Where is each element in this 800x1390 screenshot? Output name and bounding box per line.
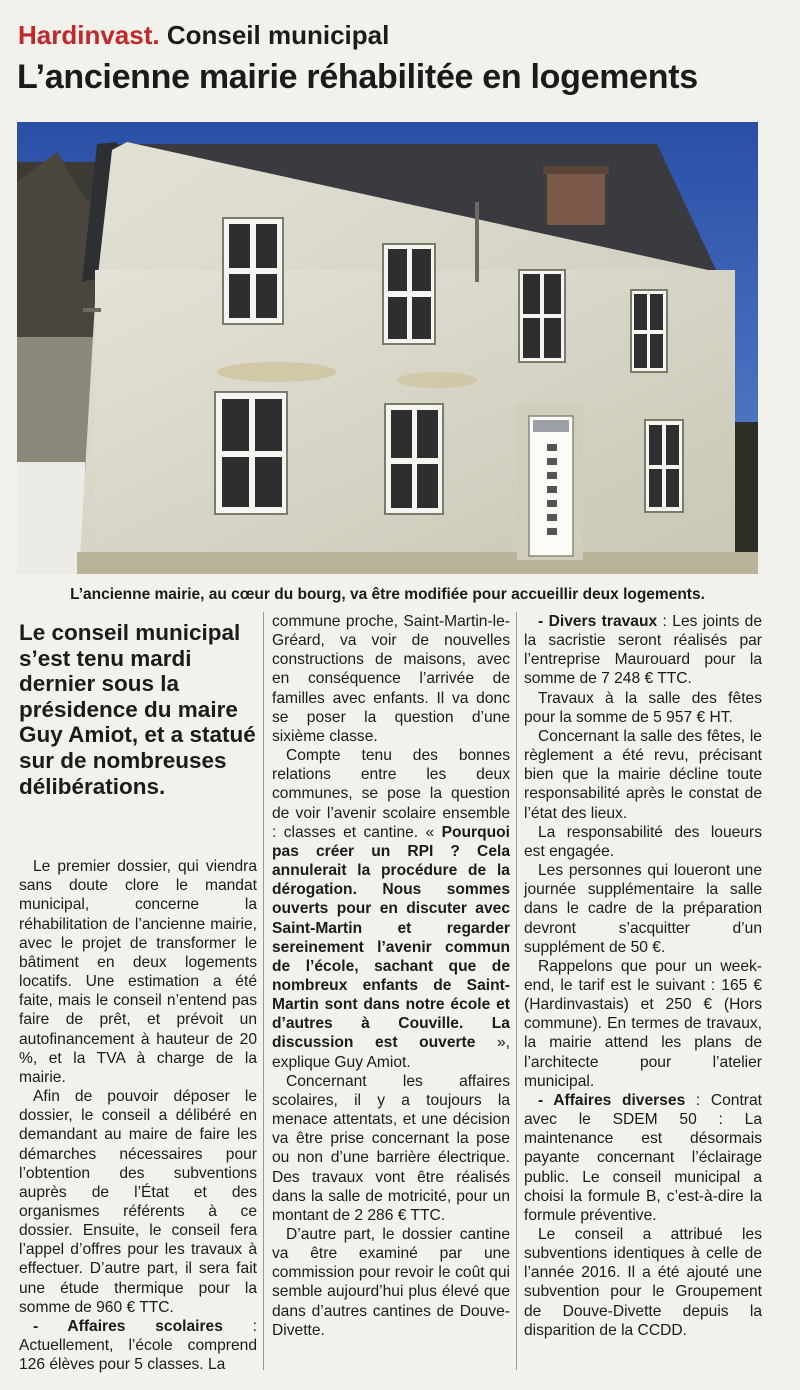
quote: Pourquoi pas créer un RPI ? Cela annulerait la procédure de la dérogation. Nous sommes ouverts pour en discuter avec Saint-Martin et regarder sereinement l’avenir commun de l’école, sachant que de nombreux enfants de Saint-Martin sont dans notre école et d’autres à Couville. La discussion est ouverte	[272, 823, 511, 1052]
column-2	[272, 612, 510, 1340]
article-kicker	[18, 20, 389, 51]
column-1	[19, 612, 257, 1374]
photo-caption: L’ancienne mairie, au cœur du bourg, va être modifiée pour accueillir deux logements.	[70, 586, 705, 603]
paragraph: Travaux à la salle des fêtes pour la somme de 5 957 € HT.	[524, 689, 762, 726]
town-name: Hardinvast.	[18, 20, 160, 50]
column-divider	[516, 612, 517, 1370]
paragraph: commune proche, Saint-Martin-le-Gréard, va voir de nouvelles constructions de maisons, avec en conséquence l’arrivée de familles avec enfants. Il va donc se poser la question d’une sixième classe.	[272, 613, 510, 745]
subhead-affaires-scolaires: - Affaires scolaires	[33, 1317, 223, 1335]
paragraph: - Affaires diverses : Contrat avec le SDEM 50 : La maintenance est désormais payante concernant l’éclairage public. Le conseil municipal a choisi la formule B, c’est-à-dire la formule préventive.	[524, 1091, 762, 1224]
paragraph: Rappelons que pour un week-end, le tarif est le suivant : 165 € (Hardinvastais) et 250 € (Hors commune). En termes de travaux, la mairie attend les plans de l’architecte pour l’atelier municipal.	[524, 957, 762, 1090]
headline: L’ancienne mairie réhabilitée en logements	[17, 58, 698, 96]
paragraph: Concernant les affaires scolaires, il y a toujours la menace attentats, et une décision va être prise concernant la pose ou non d’une barrière électrique. Des travaux vont être réalisés dans la salle de motricité, pour un montant de 2 286 € TTC.	[272, 1072, 510, 1224]
subhead-divers-travaux: - Divers travaux	[538, 613, 658, 630]
paragraph: La responsabilité des loueurs est engagée.	[524, 823, 762, 860]
article-chapo: Le conseil municipal s’est tenu mardi dernier sous la présidence du maire Guy Amiot, et a statué sur de nombreuses délibérations.	[19, 620, 256, 799]
paragraph: Le premier dossier, qui viendra sans doute clore le mandat municipal, concerne la réhabilitation de l’ancienne mairie, avec le projet de transformer le bâtiment en deux logements locatifs. Une estimation a été faite, mais le conseil n’entend pas faire de prêt, et prévoit un autofinancement à hauteur de 20 %, et la TVA à charge de la mairie.	[19, 858, 257, 1086]
paragraph: - Affaires scolaires : Actuellement, l’école comprend 126 élèves pour 5 classes. La	[19, 1317, 257, 1374]
paragraph: D’autre part, le dossier cantine va être examiné par une commission pour revoir le coût qui semble aujourd’hui plus élevé que dans d’autres cantines de Douve-Divette.	[272, 1226, 510, 1339]
section-name: Conseil municipal	[166, 20, 390, 50]
paragraph: Les personnes qui loueront une journée supplémentaire la salle dans le cadre de la préparation devront s’acquitter d’un supplément de 50 €.	[524, 862, 762, 956]
subhead-affaires-diverses: - Affaires diverses	[538, 1091, 686, 1109]
article-photo	[17, 122, 758, 574]
paragraph: Afin de pouvoir déposer le dossier, le conseil a délibéré en demandant au maire de faire les démarches nécessaires pour l’obtention des subventions auprès de l’État et des organismes référents à ce dossier. Ensuite, le conseil fera l’appel d’offres pour les travaux à effectuer. D’autre part, il sera fait une étude thermique pour la somme de 960 € TTC.	[19, 1088, 257, 1316]
paragraph: Compte tenu des bonnes relations entre les deux communes, se pose la question de voir l’avenir scolaire ensemble : classes et cantine. « Pourquoi pas créer un RPI ? Cela annulerait la procédure de la dérogation. Nous sommes ouverts pour en discuter avec Saint-Martin et regarder sereinement l’avenir commun de l’école, sachant que de nombreux enfants de Saint-Martin sont dans notre école et d’autres à Couville. La discussion est ouverte », explique Guy Amiot.	[272, 747, 511, 1071]
paragraph: - Divers travaux : Les joints de la sacristie seront réalisés par l’entreprise Maurouard pour la somme de 7 248 € TTC.	[524, 613, 762, 688]
column-divider	[263, 612, 264, 1370]
paragraph: Le conseil a attribué les subventions identiques à celle de l’année 2016. Il a été ajouté une subvention pour le Groupement de Douve-Divette depuis la disparition de la CCDD.	[524, 1226, 762, 1339]
paragraph: Concernant la salle des fêtes, le règlement a été revu, précisant bien que la mairie décline toute responsabilité après le constat de l’état des lieux.	[524, 727, 762, 822]
column-3	[524, 612, 762, 1340]
